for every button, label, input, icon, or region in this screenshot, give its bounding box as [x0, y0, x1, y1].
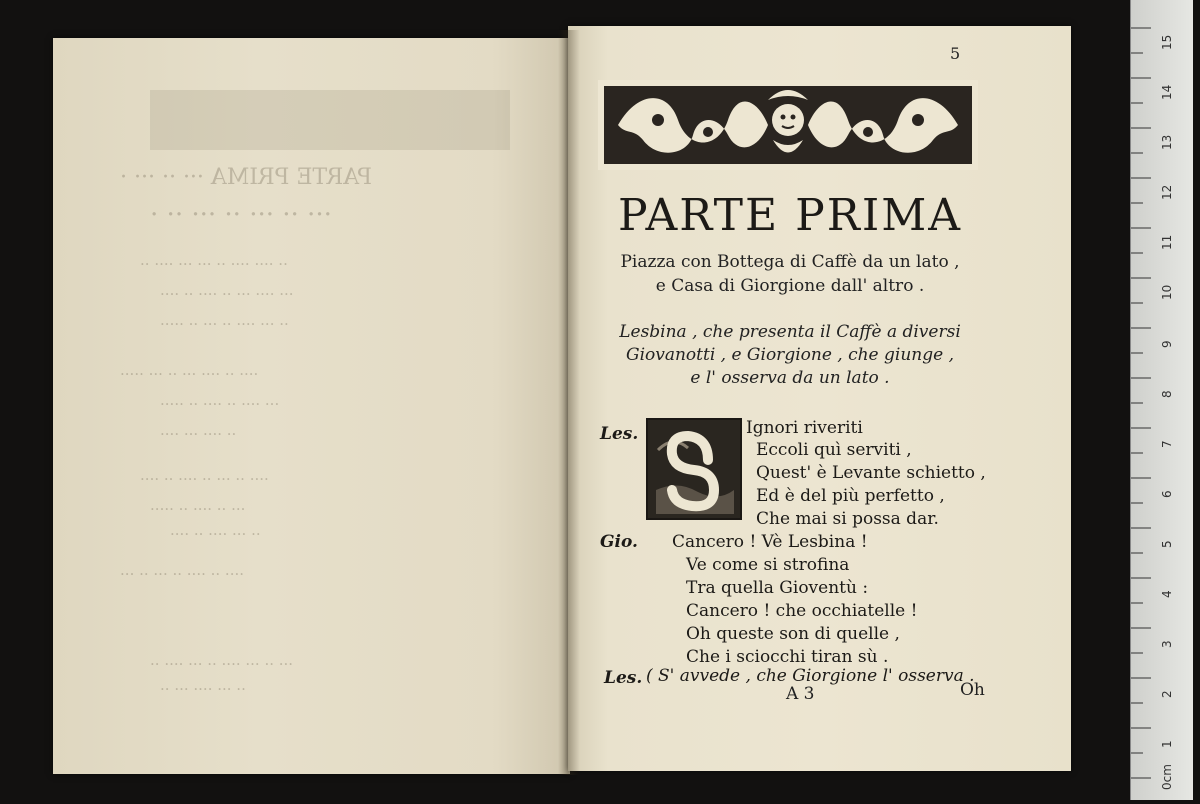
- gio-line-4: Cancero ! che occhiatelle !: [686, 601, 918, 621]
- gio-line-5: Oh queste son di quelle ,: [686, 624, 900, 644]
- ruler-label: 12: [1160, 184, 1174, 200]
- initial-s-icon: [648, 420, 740, 518]
- ruler-label: 0cm: [1160, 764, 1174, 790]
- ruler-label: 1: [1160, 740, 1174, 748]
- scene-line-1: Piazza con Bottega di Caffè da un lato ,: [620, 252, 960, 272]
- ruler-label: 13: [1160, 134, 1174, 150]
- les-line-1: Ignori riveriti: [746, 418, 863, 438]
- ruler-label: 6: [1160, 490, 1174, 498]
- stage-direction-line-2: Giovanotti , e Giorgione , che giunge ,: [625, 345, 954, 365]
- ruler-label: 3: [1160, 640, 1174, 648]
- ruler-label: 8: [1160, 390, 1174, 398]
- les-line-4: Ed è del più perfetto ,: [756, 486, 945, 506]
- les-line-3: Quest' è Levante schietto ,: [756, 463, 986, 483]
- ruler-label: 7: [1160, 440, 1174, 448]
- les-line-5: Che mai si possa dar.: [756, 509, 939, 529]
- catchword: Oh: [960, 680, 985, 700]
- page-number: 5: [950, 44, 961, 63]
- speaker-les: Les.: [600, 424, 639, 444]
- ruler-ticks: [1131, 0, 1193, 800]
- gio-line-3: Tra quella Gioventù :: [686, 578, 869, 598]
- book-gutter: [558, 30, 580, 775]
- ornamental-headpiece: [598, 80, 978, 170]
- ruler-label: 5: [1160, 540, 1174, 548]
- ruler-label: 2: [1160, 690, 1174, 698]
- scene-line-2: e Casa di Giorgione dall' altro .: [655, 276, 925, 296]
- stage-direction-line-1: Lesbina , che presenta il Caffè a diversi: [619, 322, 961, 342]
- les-line-2: Eccoli quì serviti ,: [756, 440, 912, 460]
- speaker-gio: Gio.: [600, 532, 638, 552]
- speaker-les-2: Les.: [604, 668, 643, 688]
- gio-line-6: Che i sciocchi tiran sù .: [686, 647, 889, 667]
- stage-direction-line-3: e l' osserva da un lato .: [690, 368, 890, 388]
- gio-line-1: Cancero ! Vè Lesbina !: [672, 532, 868, 552]
- ruler-label: 14: [1160, 84, 1174, 100]
- ruler-label: 15: [1160, 34, 1174, 50]
- page-title: PARTE PRIMA: [617, 190, 963, 241]
- ruler-label: 10: [1160, 284, 1174, 300]
- measuring-ruler: [1130, 0, 1193, 800]
- ruler-label: 11: [1160, 234, 1174, 250]
- ruler-label: 9: [1160, 340, 1174, 348]
- signature-mark: A 3: [786, 684, 815, 704]
- decorated-initial-s: [646, 418, 742, 520]
- book-photo: PARTE PRIMA ··· ·· ··· · ··· ·· ··· ·· ··· ·· · ·· ···· ···· ·· ··· ··· ···· ·· ··· ···· ··· ·· ···· ·· ···· ·· ··· ···· ·· ··· ·· ····· ···· ·· ···· ··· ·· ··· ····· ··· ···· ·· ···· ·· ····· ·· ···· ··· ···· ···· ·· ··· ·· ···· ·· ···· ··· ·· ···· ·· ····· ·· ··· ···· ·· ···· ···· ·· ···· ·· ··· ·· ··· ··· ·· ··· ···· ·· ··· ···· ·· ·· ··· ···· ··· ·· 5 PARTE PRIMA Piazza con Bottega di Caffè da un lato , e Casa di Giorgione dall' altro . Lesbina , che presenta il Caffè a diversi Giovanotti , e Giorgione , che giunge , e l' osserva da un lato . Les. Ignori riveriti Eccoli quì serviti , Quest' è Levante schietto , Ed è del più perfetto , Che mai si possa dar. Gio. Cancero ! Vè Lesbina ! Ve come si strofina Tra quella Gioventù : Cancero ! che occhiatelle ! Oh queste son di quelle , Che i sciocchi tiran sù . Les. ( S' avvede , che Giorgione l' osserva . A 3 Oh 15 14 13 12 11 10 9 8 7 6 5 4 3 2 1 0cm: [0, 0, 1200, 800]
- ruler-label: 4: [1160, 590, 1174, 598]
- gio-line-2: Ve come si strofina: [686, 555, 850, 575]
- stage-aside: ( S' avvede , che Giorgione l' osserva .: [646, 666, 975, 686]
